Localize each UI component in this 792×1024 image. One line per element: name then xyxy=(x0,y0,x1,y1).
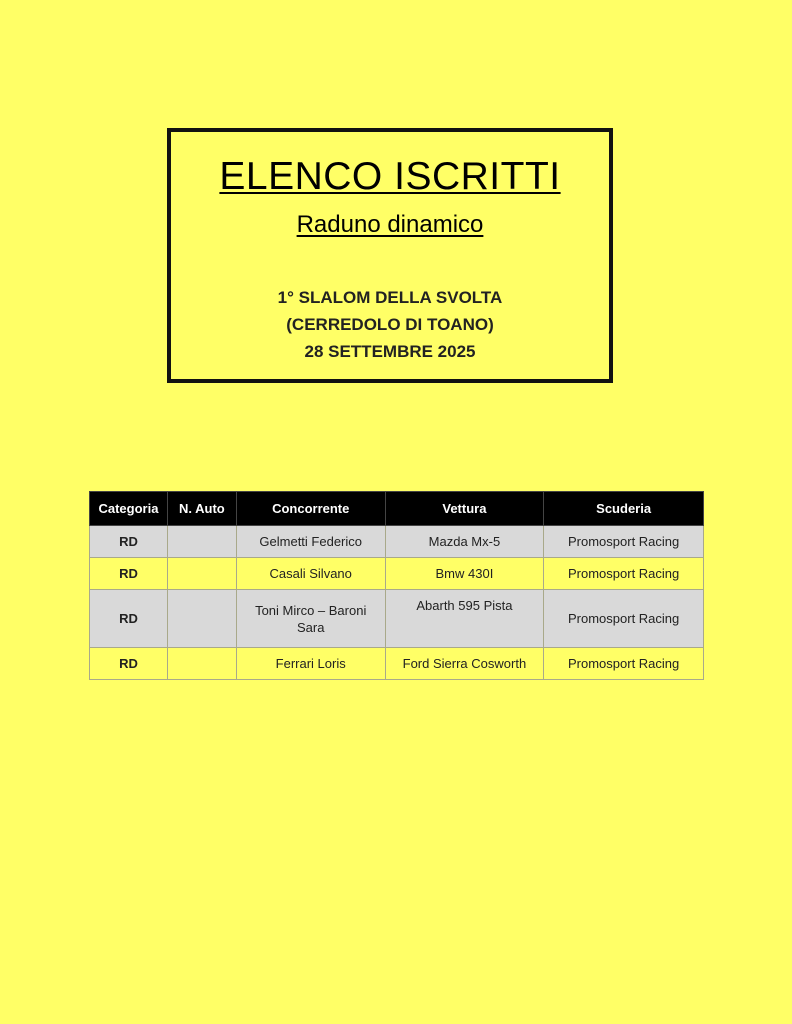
table-header-row xyxy=(90,492,704,526)
entries-table xyxy=(89,491,704,680)
cell-n-auto xyxy=(167,648,236,680)
table-row xyxy=(90,558,704,590)
event-date: 28 SETTEMBRE 2025 xyxy=(304,342,476,361)
column-header-concorrente: Concorrente xyxy=(236,492,385,526)
cell-scuderia: Promosport Racing xyxy=(544,590,704,648)
cell-n-auto xyxy=(167,590,236,648)
cell-vettura: Abarth 595 Pista xyxy=(385,590,544,648)
cell-categoria: RD xyxy=(90,648,168,680)
cell-concorrente: Casali Silvano xyxy=(236,558,385,590)
event-name: 1° SLALOM DELLA SVOLTA xyxy=(277,288,503,307)
cell-vettura: Ford Sierra Cosworth xyxy=(385,648,544,680)
column-header-n-auto: N. Auto xyxy=(167,492,236,526)
title-box xyxy=(167,128,613,383)
cell-scuderia: Promosport Racing xyxy=(544,526,704,558)
event-info xyxy=(171,284,609,365)
cell-scuderia: Promosport Racing xyxy=(544,558,704,590)
cell-concorrente: Ferrari Loris xyxy=(236,648,385,680)
cell-vettura: Bmw 430I xyxy=(385,558,544,590)
table-row xyxy=(90,590,704,648)
cell-concorrente: Toni Mirco – Baroni Sara xyxy=(236,590,385,648)
column-header-scuderia: Scuderia xyxy=(544,492,704,526)
cell-n-auto xyxy=(167,558,236,590)
document-title: ELENCO ISCRITTI xyxy=(219,155,561,198)
table-row xyxy=(90,648,704,680)
table-row xyxy=(90,526,704,558)
event-location: (CERREDOLO DI TOANO) xyxy=(286,315,494,334)
column-header-vettura: Vettura xyxy=(385,492,544,526)
cell-vettura: Mazda Mx-5 xyxy=(385,526,544,558)
document-subtitle: Raduno dinamico xyxy=(296,211,484,238)
cell-concorrente: Gelmetti Federico xyxy=(236,526,385,558)
cell-categoria: RD xyxy=(90,590,168,648)
cell-scuderia: Promosport Racing xyxy=(544,648,704,680)
cell-categoria: RD xyxy=(90,558,168,590)
cell-categoria: RD xyxy=(90,526,168,558)
cell-n-auto xyxy=(167,526,236,558)
column-header-categoria: Categoria xyxy=(90,492,168,526)
